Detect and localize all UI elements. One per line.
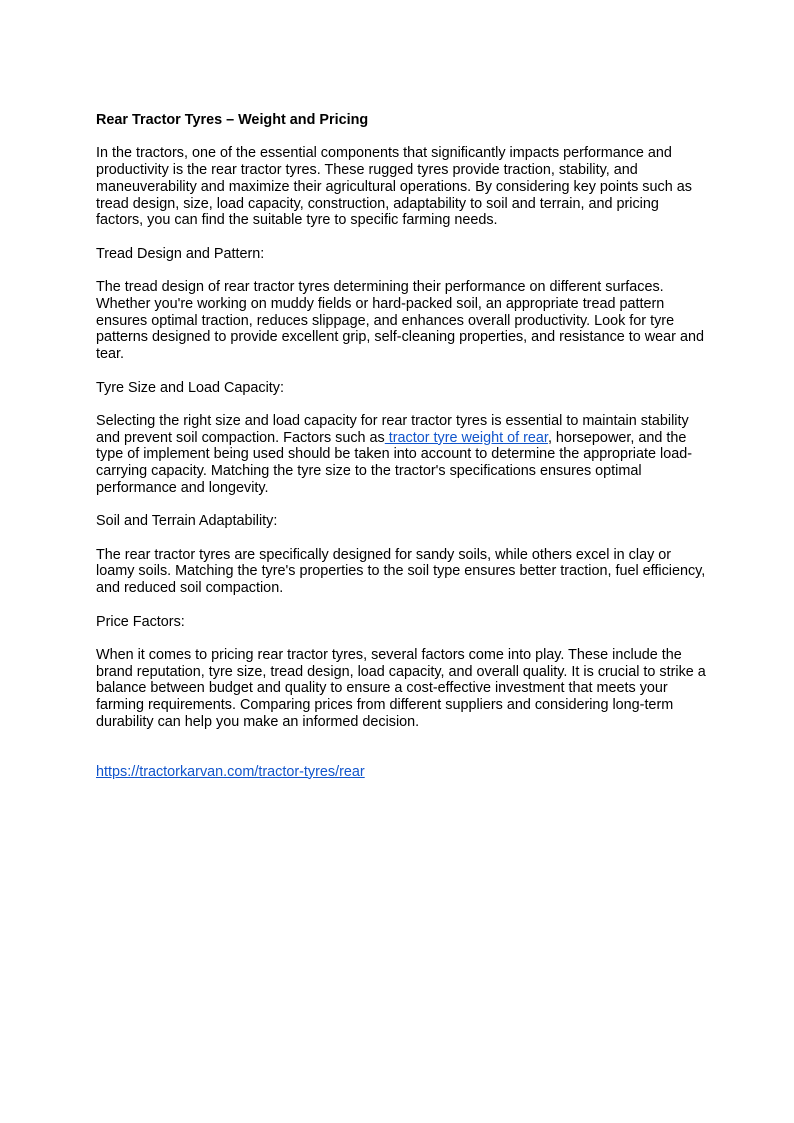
tractor-tyre-weight-link[interactable]: tractor tyre weight of rear bbox=[384, 429, 548, 446]
intro-paragraph: In the tractors, one of the essential components that significantly impacts performance and productivity is the rear tractor tyres. These rugged tyres provide traction, stability, and maneuverability and maximize their agricultural operations. By considering key points such as tread design, size, load capacity, construction, adaptability to soil and terrain, and pricing factors, you can find the suitable tyre to specific farming needs. bbox=[96, 145, 692, 229]
tyre-size-text-after-link: , horsepower, and the type of implement being used should be taken into account to determine the appropriate load-carrying capacity. Matching the tyre size to the tractor's specifications ensures optimal performance and longevity. bbox=[96, 429, 692, 497]
section-heading-soil-terrain: Soil and Terrain Adaptability: bbox=[96, 513, 278, 530]
section-body-price-factors: When it comes to pricing rear tractor tyres, several factors come into play. These include the brand reputation, tyre size, tread design, load capacity, and overall quality. It is crucial to strike a balance between budget and quality to ensure a cost-effective investment that meets your farming requirements. Comparing prices from different suppliers and considering long-term durability can help you make an informed decision. bbox=[96, 646, 706, 731]
section-body-tyre-size bbox=[96, 413, 706, 497]
source-url-link[interactable]: https://tractorkarvan.com/tractor-tyres/rear bbox=[96, 763, 365, 780]
section-heading-price-factors: Price Factors: bbox=[96, 613, 185, 630]
document-page bbox=[96, 112, 706, 797]
tyre-size-text-before-link: Selecting the right size and load capacity for rear tractor tyres is essential to maintain stability and prevent soil compaction. Factors such as bbox=[96, 412, 689, 446]
source-url-paragraph bbox=[96, 764, 706, 781]
section-body-tread-design: The tread design of rear tractor tyres determining their performance on different surfaces. Whether you're working on muddy fields or hard-packed soil, an appropriate tread pattern ensures optimal traction, reduces slippage, and enhances overall productivity. Look for tyre patterns designed to provide excellent grip, self-cleaning properties, and resistance to wear and tear. bbox=[96, 279, 704, 363]
section-heading-tyre-size: Tyre Size and Load Capacity: bbox=[96, 379, 284, 396]
section-body-soil-terrain: The rear tractor tyres are specifically designed for sandy soils, while others excel in clay or loamy soils. Matching the tyre's properties to the soil type ensures better traction, fuel efficiency, and reduced soil compaction. bbox=[96, 546, 706, 597]
section-heading-tread-design: Tread Design and Pattern: bbox=[96, 245, 265, 262]
document-title: Rear Tractor Tyres – Weight and Pricing bbox=[96, 112, 369, 128]
